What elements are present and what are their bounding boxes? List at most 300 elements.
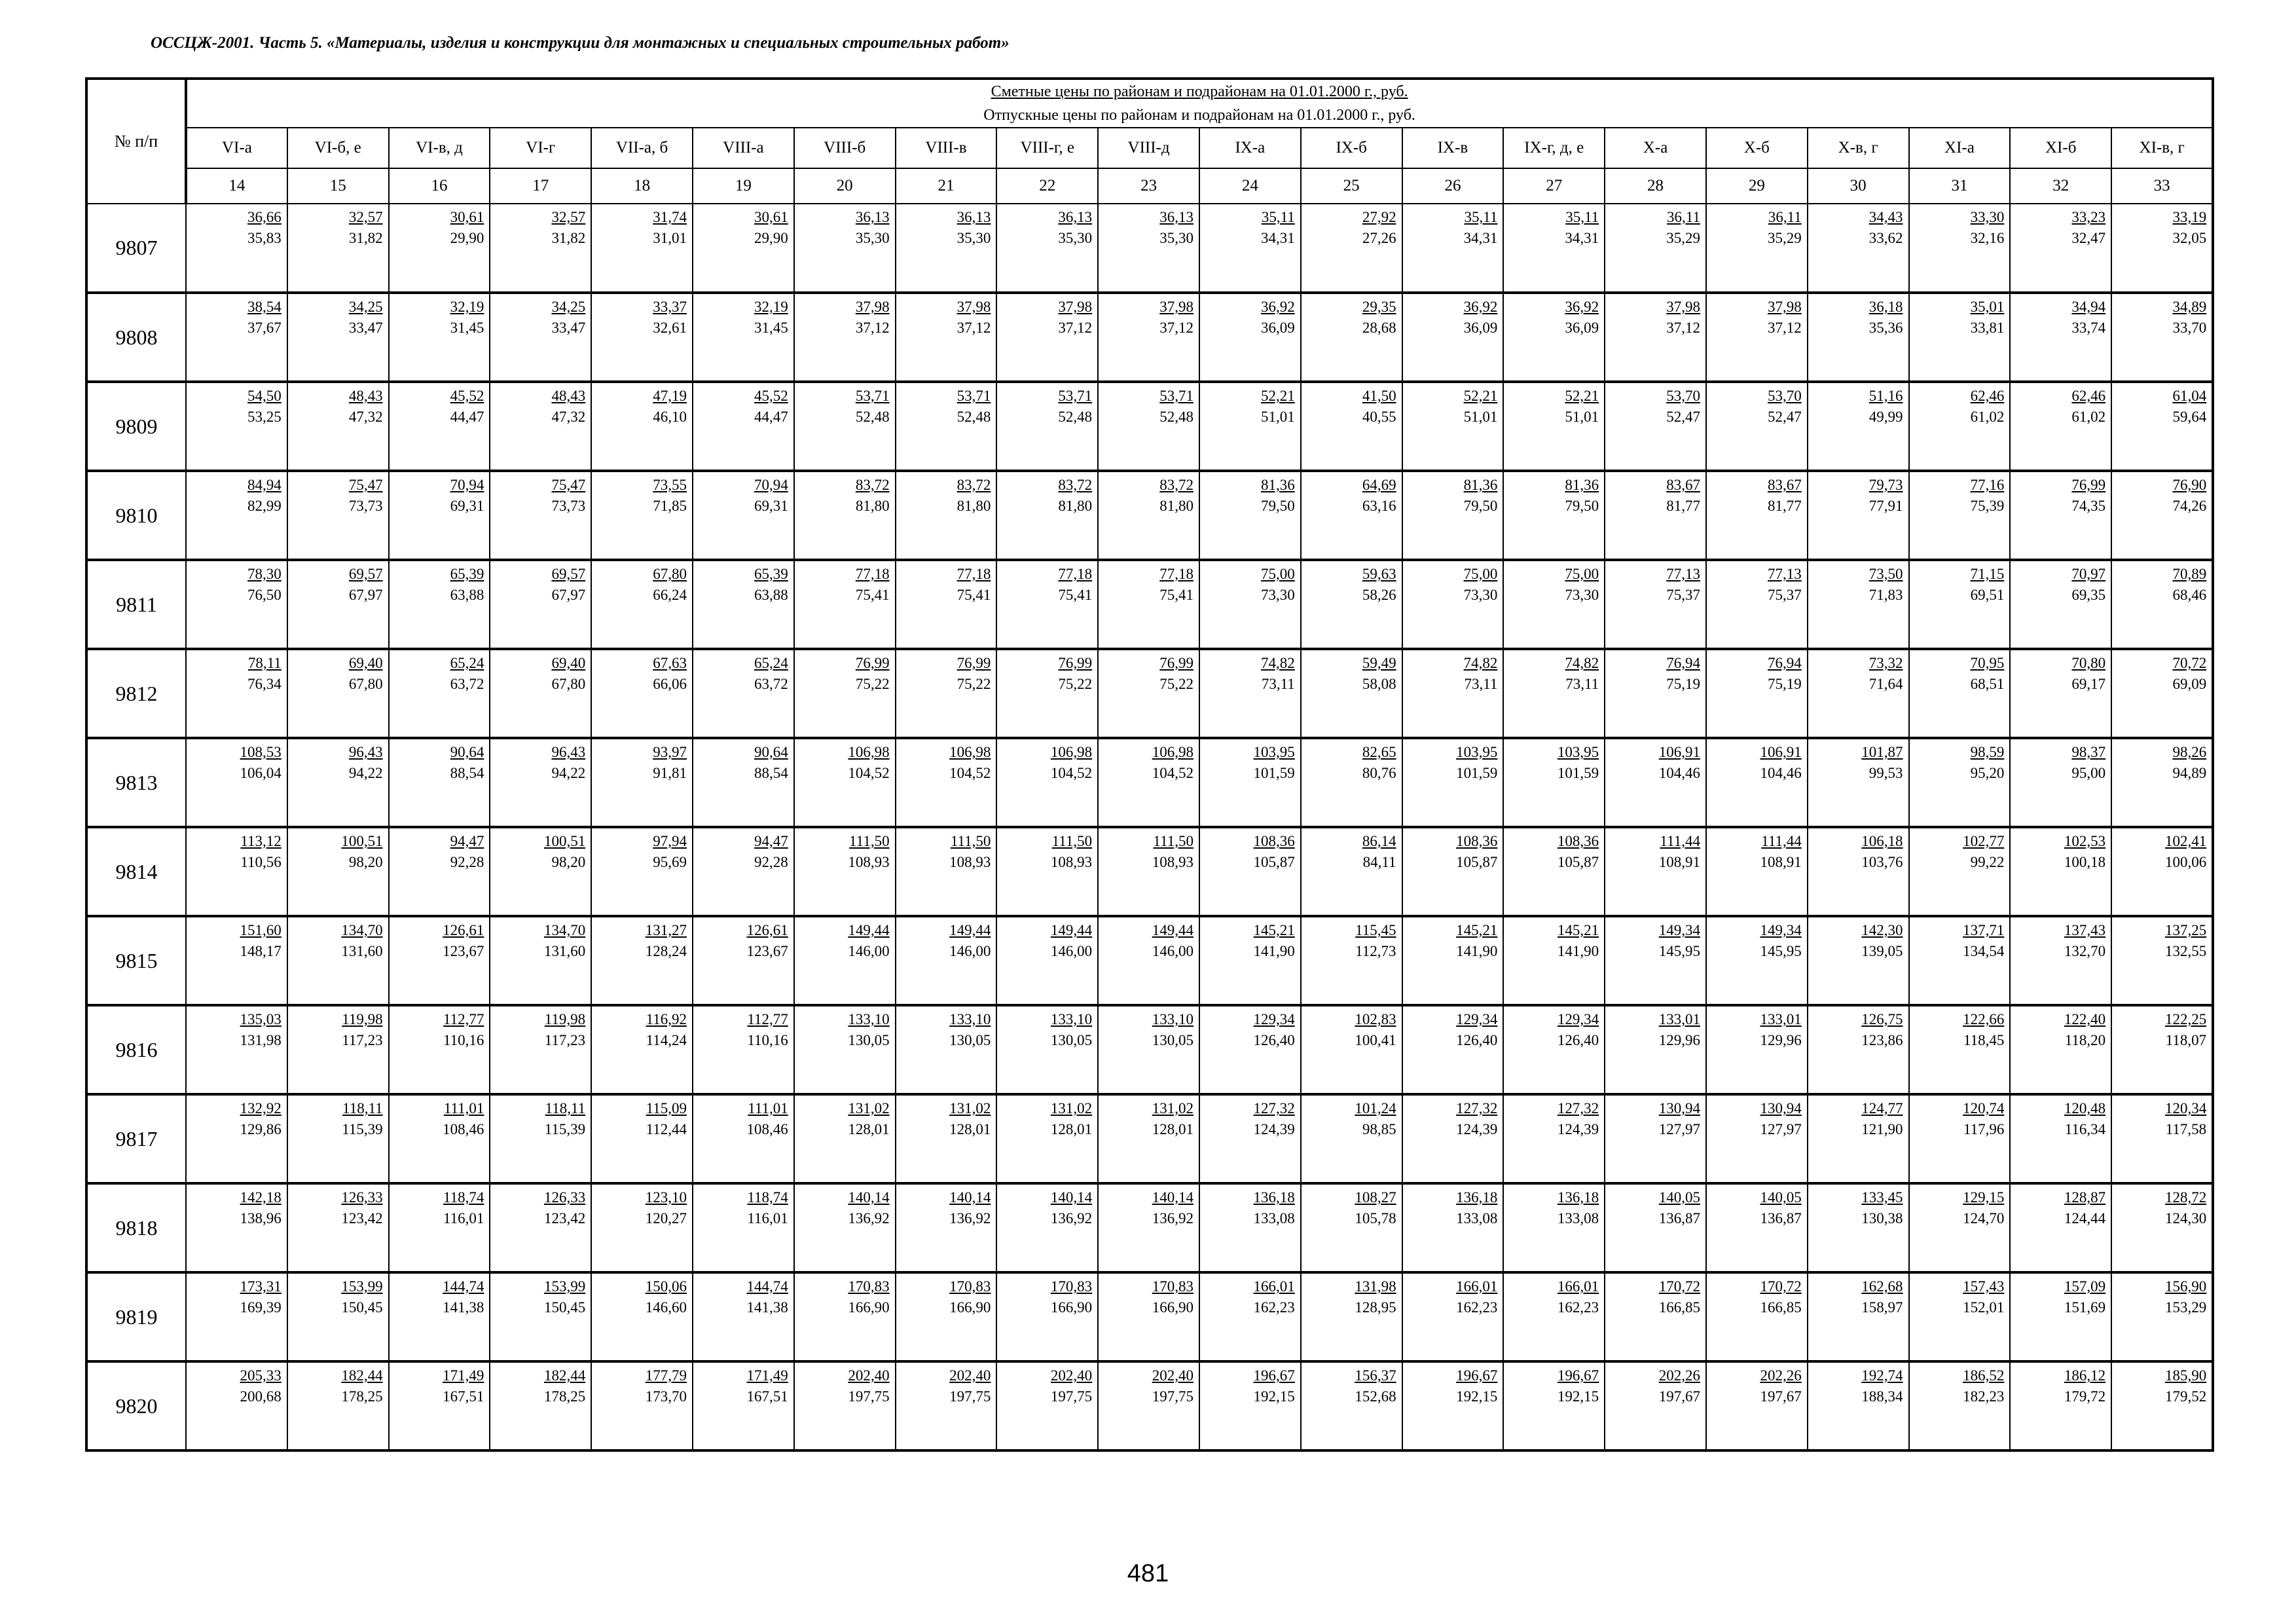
estimated-price: 156,90 [2164,1278,2207,1295]
release-price: 98,20 [348,854,383,870]
price-cell [1503,204,1605,293]
release-price: 88,54 [450,765,484,781]
estimated-price: 111,44 [1660,833,1700,849]
estimated-price: 53,71 [957,388,991,404]
estimated-price: 202,26 [1658,1367,1700,1384]
release-price: 128,01 [949,1121,991,1137]
estimated-price: 119,98 [544,1011,586,1027]
price-cell [1301,382,1402,471]
price-cell [1199,1272,1301,1361]
estimated-price: 145,21 [1557,922,1599,938]
price-cell [591,382,693,471]
release-price: 192,15 [1253,1388,1295,1405]
release-price: 40,55 [1362,409,1396,425]
estimated-price: 142,18 [240,1189,282,1206]
column-number: 27 [1503,168,1605,204]
estimated-price: 76,94 [1768,655,1802,671]
price-cell [1098,1183,1199,1272]
release-price: 152,01 [1963,1299,2005,1316]
price-cell [1098,1361,1199,1450]
column-number: 28 [1605,168,1706,204]
estimated-price: 36,92 [1463,299,1498,315]
release-price: 120,27 [645,1210,687,1227]
release-price: 51,01 [1463,409,1498,425]
release-price: 75,22 [957,676,991,692]
release-price: 37,12 [957,320,991,336]
release-price: 153,29 [2164,1299,2207,1316]
release-price: 188,34 [1861,1388,1903,1405]
price-cell [1706,560,1808,649]
price-cell [1098,827,1199,916]
price-cell [996,1005,1098,1094]
price-cell [1199,649,1301,738]
price-cell [2010,1272,2111,1361]
running-title: ОССЦЖ-2001. Часть 5. «Материалы, изделия и конструкции для монтажных и специальных строительных работ» [151,34,1010,52]
estimated-price: 127,32 [1253,1100,1295,1116]
estimated-price: 47,19 [653,388,687,404]
price-cell [2010,649,2111,738]
release-price: 73,11 [1261,676,1295,692]
price-cell [2111,204,2213,293]
estimated-price: 53,71 [1058,388,1093,404]
estimated-price: 78,11 [247,655,282,671]
price-cell [1301,560,1402,649]
price-cell [2010,471,2111,560]
estimated-price: 77,13 [1666,566,1700,582]
release-price: 108,46 [746,1121,788,1137]
release-price: 99,22 [1970,854,2005,870]
release-price: 126,40 [1253,1032,1295,1048]
estimated-price: 140,05 [1658,1189,1700,1206]
estimated-price: 102,53 [2064,833,2106,849]
estimated-price: 111,01 [443,1100,484,1116]
estimated-price: 202,26 [1760,1367,1802,1384]
price-cell [490,1005,591,1094]
estimated-price: 131,27 [645,922,687,938]
price-cell [1909,204,2011,293]
release-price: 28,68 [1362,320,1396,336]
estimated-price: 73,50 [1868,566,1903,582]
price-cell [2111,1005,2213,1094]
release-price: 169,39 [240,1299,282,1316]
estimated-price: 149,44 [1152,922,1194,938]
row-number: 9809 [86,382,186,471]
price-cell [1605,1094,1706,1183]
release-price: 73,73 [348,498,383,514]
region-header: XI-а [1909,128,2011,168]
estimated-price: 177,79 [645,1367,687,1384]
release-price: 128,01 [1152,1121,1194,1137]
price-cell [1909,1094,2011,1183]
release-price: 36,09 [1463,320,1498,336]
release-price: 53,25 [247,409,282,425]
estimated-price: 30,61 [754,209,788,225]
price-cell [1301,204,1402,293]
release-price: 91,81 [653,765,687,781]
price-cell [389,1272,490,1361]
column-number: 21 [896,168,997,204]
estimated-price: 124,77 [1861,1100,1903,1116]
price-cell [591,204,693,293]
release-price: 95,00 [2071,765,2106,781]
price-cell [1199,1361,1301,1450]
estimated-price: 131,02 [1152,1100,1194,1116]
estimated-price: 37,98 [957,299,991,315]
release-price: 66,24 [653,587,687,603]
estimated-price: 83,72 [1159,477,1194,493]
price-cell [389,1183,490,1272]
row-number: 9819 [86,1272,186,1361]
release-price: 75,19 [1666,676,1700,692]
price-cell [794,1094,896,1183]
estimated-price: 32,57 [348,209,383,225]
release-price: 136,92 [848,1210,890,1227]
release-price: 179,72 [2064,1388,2106,1405]
estimated-price: 34,43 [1868,209,1903,225]
release-price: 106,04 [240,765,282,781]
price-cell [1301,471,1402,560]
release-price: 33,47 [348,320,383,336]
price-cell [1605,1005,1706,1094]
release-price: 192,15 [1456,1388,1498,1405]
price-cell [1909,827,2011,916]
price-cell [2111,1094,2213,1183]
estimated-price: 133,01 [1760,1011,1802,1027]
release-price: 52,47 [1666,409,1700,425]
estimated-price: 77,16 [1970,477,2005,493]
release-price: 167,51 [746,1388,788,1405]
release-price: 79,50 [1565,498,1599,514]
price-cell [591,649,693,738]
table-row [86,916,2213,1005]
price-cell [186,382,287,471]
release-price: 146,00 [848,943,890,959]
price-cell [1301,1183,1402,1272]
row-number: 9810 [86,471,186,560]
estimated-price: 59,63 [1362,566,1396,582]
price-cell [896,1005,997,1094]
column-number: 15 [287,168,389,204]
release-price: 197,75 [1050,1388,1093,1405]
estimated-price: 48,43 [551,388,586,404]
row-number: 9813 [86,738,186,827]
estimated-price: 140,14 [848,1189,890,1206]
estimated-price: 196,67 [1456,1367,1498,1384]
release-price: 128,01 [848,1121,890,1137]
release-price: 101,59 [1253,765,1295,781]
price-cell [2010,293,2111,382]
price-cell [896,827,997,916]
estimated-price: 144,74 [746,1278,788,1295]
price-cell [1605,560,1706,649]
estimated-price: 170,83 [1152,1278,1194,1295]
price-cell [186,1272,287,1361]
release-price: 146,00 [949,943,991,959]
price-cell [2111,1361,2213,1450]
estimated-price: 140,14 [1050,1189,1093,1206]
release-price: 131,60 [341,943,383,959]
release-price: 98,20 [551,854,586,870]
release-price: 162,23 [1253,1299,1295,1316]
release-price: 71,85 [653,498,687,514]
estimated-price: 70,80 [2071,655,2106,671]
estimated-price: 133,01 [1658,1011,1700,1027]
price-cell [794,293,896,382]
release-price: 197,75 [848,1388,890,1405]
estimated-price: 103,95 [1456,744,1498,760]
estimated-price: 136,18 [1456,1189,1498,1206]
release-price: 150,45 [341,1299,383,1316]
estimated-price: 196,67 [1253,1367,1295,1384]
estimated-price: 35,11 [1464,209,1498,225]
estimated-price: 108,36 [1456,833,1498,849]
estimated-price: 77,18 [1159,566,1194,582]
release-price: 129,96 [1760,1032,1802,1048]
region-header: VI-б, е [287,128,389,168]
price-cell [490,382,591,471]
price-cell [186,1094,287,1183]
price-cell [896,1094,997,1183]
estimated-price: 38,54 [247,299,282,315]
release-price: 44,47 [754,409,788,425]
release-price: 37,12 [855,320,890,336]
estimated-price: 62,46 [2071,388,2106,404]
price-cell [287,1361,389,1450]
release-price: 124,39 [1456,1121,1498,1137]
release-price: 131,60 [543,943,586,959]
price-cell [1605,1272,1706,1361]
release-price: 133,08 [1557,1210,1599,1227]
release-price: 35,29 [1666,230,1700,246]
price-cell [794,1183,896,1272]
estimated-price: 131,02 [949,1100,991,1116]
price-cell [1909,1005,2011,1094]
price-cell [1301,738,1402,827]
release-price: 69,31 [450,498,484,514]
release-price: 95,20 [1970,765,2005,781]
estimated-price: 162,68 [1861,1278,1903,1295]
price-cell [591,916,693,1005]
release-price: 136,92 [1152,1210,1194,1227]
estimated-price: 32,57 [551,209,586,225]
estimated-price: 126,33 [543,1189,586,1206]
price-cell [996,649,1098,738]
price-cell [287,204,389,293]
price-cell [794,471,896,560]
estimated-price: 102,77 [1963,833,2005,849]
release-price: 100,18 [2064,854,2106,870]
estimated-price: 36,66 [247,209,282,225]
release-price: 75,39 [1970,498,2005,514]
estimated-price: 111,50 [849,833,890,849]
price-cell [1503,560,1605,649]
release-price: 130,05 [1152,1032,1194,1048]
region-header: VIII-д [1098,128,1199,168]
release-price: 105,87 [1456,854,1498,870]
estimated-price: 106,98 [848,744,890,760]
region-header: VII-а, б [591,128,693,168]
price-cell [1503,1272,1605,1361]
price-cell [389,1361,490,1450]
row-number: 9811 [86,560,186,649]
page-number: 481 [1127,1560,1169,1587]
estimated-price: 133,10 [1050,1011,1093,1027]
estimated-price: 74,82 [1261,655,1295,671]
estimated-price: 81,36 [1565,477,1599,493]
price-cell [1098,916,1199,1005]
price-cell [1301,916,1402,1005]
price-cell [1402,1183,1504,1272]
price-cell [1402,738,1504,827]
price-cell [2010,1361,2111,1450]
region-header: VIII-г, е [996,128,1098,168]
estimated-price: 29,35 [1362,299,1396,315]
price-cell [1706,738,1808,827]
release-price: 116,34 [2064,1121,2106,1137]
price-cell [693,916,794,1005]
price-cell [896,471,997,560]
price-cell [896,738,997,827]
estimated-price: 33,37 [653,299,687,315]
estimated-price: 41,50 [1362,388,1396,404]
price-cell [693,1005,794,1094]
price-cell [1199,1005,1301,1094]
release-price: 146,60 [645,1299,687,1316]
release-price: 35,30 [1058,230,1093,246]
release-price: 92,28 [450,854,484,870]
release-price: 118,45 [1963,1032,2005,1048]
price-cell [996,471,1098,560]
estimated-price: 82,65 [1362,744,1396,760]
price-cell [1503,1094,1605,1183]
release-price: 104,46 [1658,765,1700,781]
estimated-price: 34,25 [348,299,383,315]
release-price: 32,47 [2071,230,2106,246]
price-cell [1706,1183,1808,1272]
release-price: 69,35 [2071,587,2106,603]
estimated-price: 96,43 [551,744,586,760]
release-price: 124,70 [1963,1210,2005,1227]
release-price: 67,80 [348,676,383,692]
price-cell [1605,1183,1706,1272]
estimated-price: 157,43 [1963,1278,2005,1295]
release-price: 141,38 [746,1299,788,1316]
region-header: IX-а [1199,128,1301,168]
price-cell [490,1183,591,1272]
price-cell [490,1272,591,1361]
price-cell [1909,738,2011,827]
table-row [86,649,2213,738]
region-header: VIII-б [794,128,896,168]
estimated-price: 118,74 [443,1189,484,1206]
price-cell [1909,1361,2011,1450]
price-cell [1808,293,1909,382]
release-price: 100,41 [1355,1032,1396,1048]
release-price: 115,39 [342,1121,383,1137]
price-cell [2111,1272,2213,1361]
release-price: 197,67 [1760,1388,1802,1405]
price-cell [186,827,287,916]
table-row [86,471,2213,560]
release-price: 77,91 [1868,498,1903,514]
price-cell [591,738,693,827]
table-row [86,382,2213,471]
price-cell [591,1005,693,1094]
price-cell [287,471,389,560]
release-price: 46,10 [653,409,687,425]
price-cell [389,471,490,560]
release-price: 79,50 [1261,498,1295,514]
release-price: 66,06 [653,676,687,692]
release-price: 141,38 [443,1299,484,1316]
price-cell [186,293,287,382]
estimated-price: 75,00 [1261,566,1295,582]
estimated-price: 192,74 [1861,1367,1903,1384]
price-cell [996,204,1098,293]
price-cell [1503,1005,1605,1094]
release-price: 69,09 [2172,676,2207,692]
price-cell [287,1005,389,1094]
release-price: 145,95 [1658,943,1700,959]
release-price: 110,56 [240,854,282,870]
release-price: 81,80 [957,498,991,514]
price-cell [186,471,287,560]
estimated-price: 75,00 [1463,566,1498,582]
price-cell [693,827,794,916]
estimated-price: 106,18 [1861,833,1903,849]
release-price: 146,00 [1050,943,1093,959]
release-price: 37,12 [1666,320,1700,336]
release-price: 105,78 [1355,1210,1396,1227]
estimated-price: 113,12 [240,833,282,849]
release-price: 37,12 [1159,320,1194,336]
release-price: 35,30 [957,230,991,246]
release-price: 197,75 [949,1388,991,1405]
estimated-price: 84,94 [247,477,282,493]
table-row [86,1094,2213,1183]
price-cell [186,738,287,827]
estimated-price: 108,36 [1557,833,1599,849]
price-cell [1605,471,1706,560]
estimated-price: 98,26 [2172,744,2207,760]
release-price: 73,30 [1261,587,1295,603]
region-header: X-б [1706,128,1808,168]
price-cell [1706,1361,1808,1450]
price-cell [2111,382,2213,471]
price-cell [490,738,591,827]
release-price: 166,90 [1050,1299,1093,1316]
release-price: 148,17 [240,943,282,959]
price-cell [896,382,997,471]
estimated-price: 94,47 [754,833,788,849]
release-price: 47,32 [551,409,586,425]
release-price: 124,39 [1557,1121,1599,1137]
release-price: 128,95 [1355,1299,1396,1316]
row-number: 9812 [86,649,186,738]
release-price: 33,62 [1868,230,1903,246]
price-cell [2111,1183,2213,1272]
price-cell [1402,1005,1504,1094]
release-price: 73,11 [1565,676,1599,692]
release-price: 82,99 [247,498,282,514]
estimated-price: 126,61 [443,922,484,938]
price-cell [287,827,389,916]
release-price: 73,30 [1565,587,1599,603]
estimated-price: 61,04 [2172,388,2207,404]
release-price: 73,73 [551,498,586,514]
release-price: 129,96 [1658,1032,1700,1048]
price-cell [1199,827,1301,916]
